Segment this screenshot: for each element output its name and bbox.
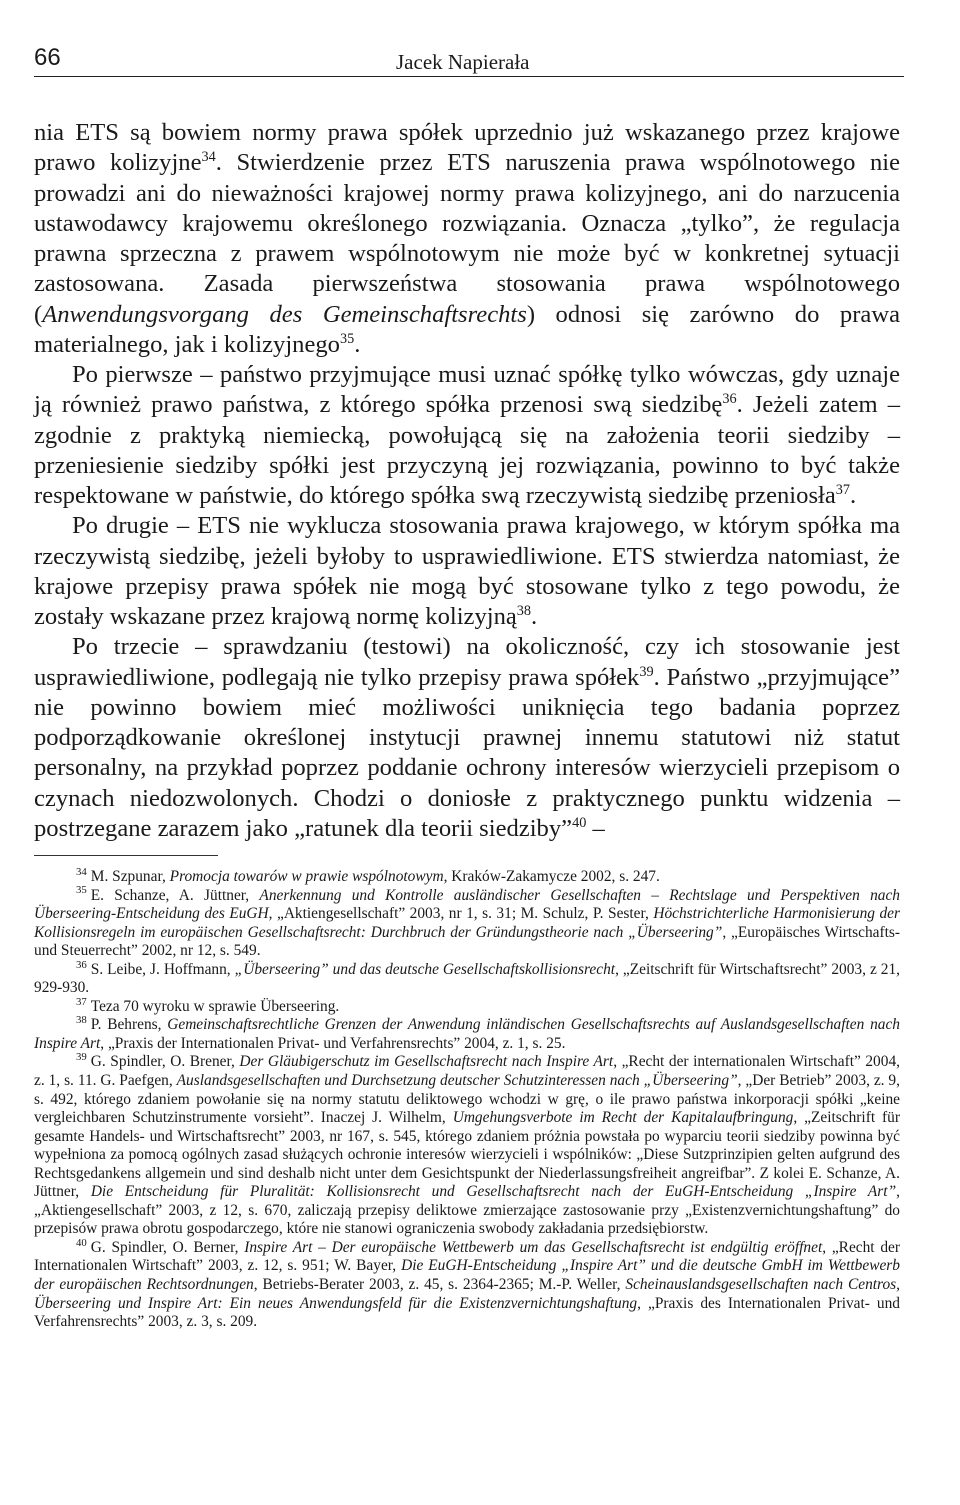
footnote-number: 39 xyxy=(76,1051,87,1064)
text: Po pierwsze – państwo przyjmujące musi uznać spółkę tylko wówczas, gdy uznaje ją również prawo państwa, z którego spółka przenosi swą siedzibę xyxy=(34,361,900,419)
text: , „Recht der Internationalen Wirtschaft” 2003, z. 12, s. 951; W. Bayer, xyxy=(34,1238,900,1275)
paragraph-2 xyxy=(34,360,900,511)
footnotes xyxy=(34,865,901,1332)
text: , „Aktiengesellschaft” 2003, z 12, s. 670, zaliczają przepisy deliktowe zmierzające zastosowanie przy „Existenzvernichtungshaftung” do przepisów prawa obrotu gospodarczego, które nie stanowi ograniczenia swobody zakładania przedsiębiorstw. xyxy=(34,1183,900,1238)
text: , „Praxis des Internationalen Privat- und Verfahrensrechts” 2003, z. 3, s. 209. xyxy=(34,1294,901,1331)
paragraph-1 xyxy=(34,118,900,360)
text: , „Aktiengesellschaft” 2003, nr 1, s. 31; M. Schulz, P. Sester, xyxy=(268,905,654,923)
text: . xyxy=(850,482,857,509)
footnote-number: 34 xyxy=(76,865,87,878)
text: M. Szpunar, xyxy=(90,868,170,885)
text: – xyxy=(586,814,605,842)
text: , Kraków-Zakamycze 2002, s. 247. xyxy=(443,868,660,885)
paragraph-4 xyxy=(34,632,900,844)
title-italic: Inspire Art – Der europäische Wettbewerb um das Gesellschaftsrecht ist endgültig eröffnet xyxy=(244,1238,823,1256)
footnote-number: 36 xyxy=(76,958,87,971)
title-italic: Promocja towarów w prawie wspólnotowym xyxy=(169,868,444,885)
footnote-40 xyxy=(34,1236,901,1332)
text: S. Leibe, J. Hoffmann, xyxy=(90,960,235,978)
text: . Stwierdzenie przez ETS naruszenia prawa wspólnotowego nie prowadzi ani do nieważności krajowej normy prawa kolizyjnego, ani do narzucenia ustawodawcy krajowemu określonego rozwiązania. Oznacza „tylko”, że regulacja prawna sprzeczna z prawem wspólnotowym nie może być w konkretnej sytuacji zastosowana. Zasada pierwszeństwa stosowania prawa wspólnotowego ( xyxy=(34,149,900,328)
footnote-34 xyxy=(34,865,900,887)
footnote-ref: 37 xyxy=(835,481,851,498)
text: P. Behrens, xyxy=(90,1016,168,1034)
text: G. Spindler, O. Brener, xyxy=(90,1053,240,1071)
footnote-number: 37 xyxy=(76,995,87,1008)
text: , „Recht der internationalen Wirtschaft” 2004, z. 1, s. 11. G. Paefgen, xyxy=(34,1053,900,1090)
page-header xyxy=(34,44,904,77)
running-head: Jacek Napierała xyxy=(396,50,530,74)
footnote-ref: 36 xyxy=(722,391,737,408)
footnote-ref: 38 xyxy=(516,602,532,619)
text: nia ETS są bowiem normy prawa spółek uprzednio już wskazanego przez krajowe prawo kolizyjne xyxy=(34,119,900,177)
text: Po trzecie – sprawdzaniu (testowi) na okoliczność, czy ich stosowanie jest usprawiedliwione, podlegają nie tylko przepisy prawa spółek xyxy=(34,633,900,691)
text: Teza 70 wyroku w sprawie Überseering. xyxy=(90,997,340,1015)
text: , „Zeitschrift für gesamte Handels- und Wirtschaftsrecht” 2003, nr 167, s. 545, którego zdaniem próżnia powstała po wyparciu teorii siedziby powinna być wypełniona za pomocą ogólnych zasad służących ochronie interesów wierzycieli i wspólników: „Diese Sutzprinzipien gelten aufgrund des Rechtsgedankens allgemein und sind deshalb nicht unter dem Gesichtspunkt der Niederlassungsfreiheit angreifbar”. Z kolei E. Schanze, A. Jüttner, xyxy=(34,1109,900,1201)
title-italic: Scheinauslandsgesellschaften nach Centros, Überseering und Inspire Art: Ein neues Anwendungsfeld für die Existenzvernichtungshaftung xyxy=(34,1276,901,1312)
footnote-36 xyxy=(34,958,901,998)
footnote-35 xyxy=(34,884,900,961)
footnote-number: 40 xyxy=(76,1236,87,1249)
title-italic: Die Entscheidung für Pluralität: Kollisionsrecht und Gesellschaftsrecht nach der EuGH-Entscheidung „Inspire Art” xyxy=(90,1183,897,1201)
text: . Jeżeli zatem – zgodnie z praktyką niemiecką, powołującą się na założenia teorii siedziby – przeniesienie siedziby spółki jest przyczyną jej rozwiązania, powinno to być także respektowane w państwie, do którego spółka swą rzeczywistą siedzibę przeniosła xyxy=(34,391,900,509)
footnote-ref: 40 xyxy=(572,814,587,831)
text: . xyxy=(531,603,538,630)
text: , „Praxis der Internationalen Privat- und Verfahrensrechts” 2004, z. 1, s. 25. xyxy=(100,1034,566,1052)
footnote-ref: 39 xyxy=(639,663,654,680)
text: , „Europäisches Wirtschafts- und Steuerrecht” 2002, nr 12, s. 549. xyxy=(34,923,900,960)
title-italic: Auslandsgesellschaften und Durchsetzung deutscher Schutzinteressen nach „Überseering” xyxy=(176,1072,738,1090)
title-italic: Höchstrichterliche Harmonisierung der Kollisionsregeln im europäischen Gesellschaftsrecht: Durchbruch der Gründungstheorie nach „Überseering” xyxy=(34,905,900,941)
text: , „Zeitschrift für Wirtschaftsrecht” 2003, z 21, 929-930. xyxy=(34,960,901,997)
footnote-38 xyxy=(34,1016,900,1053)
title-italic: „Überseering” und das deutsche Gesellschaftskollisionsrecht xyxy=(234,960,616,978)
italic-term: Anwendungsvorgang des Gemeinschaftsrechts xyxy=(42,300,527,328)
title-italic: Der Gläubigerschutz im Gesellschaftsrecht nach Inspire Art xyxy=(239,1053,614,1071)
footnote-separator xyxy=(34,855,218,856)
paragraph-3 xyxy=(34,511,900,632)
footnote-number: 35 xyxy=(76,884,87,897)
body-text xyxy=(34,118,900,844)
text: . Państwo „przyjmujące” nie powinno bowiem mieć możliwości uniknięcia tego badania poprzez podporządkowanie określonej instytucji prawnej innemu statutowi niż statut personalny, na przykład poprzez poddanie ochrony interesów wierzycieli przepisom o czynach niedozwolonych. Chodzi o doniosłe z praktycznego punktu widzenia – postrzegane zarazem jako „ratunek dla teorii siedziby” xyxy=(34,663,900,842)
text: E. Schanze, A. Jüttner, xyxy=(90,886,260,904)
page-number: 66 xyxy=(34,44,61,71)
footnote-number: 38 xyxy=(76,1014,87,1027)
footnote-39 xyxy=(34,1053,900,1238)
footnote-ref: 35 xyxy=(339,330,355,347)
footnote-ref: 34 xyxy=(201,149,216,166)
title-italic: Die EuGH-Entscheidung „Inspire Art” und die deutsche GmbH im Wettbewerb der europäischen Rechtsordnungen xyxy=(34,1257,900,1294)
title-italic: Umgehungsverbote im Recht der Kapitalaufbringung xyxy=(452,1109,794,1127)
text: , „Der Betrieb” 2003, z. 9, s. 492, którego zdaniem powołanie się na normy statutu deliktowego wchodzi w grę, o ile prawo państwa inkorporacji spółki „keine vergleichbaren Schutzinstrumente vorsieht”. Inaczej J. Wilhelm, xyxy=(34,1072,900,1127)
text: G. Spindler, O. Berner, xyxy=(90,1238,245,1256)
title-italic: Anerkennung und Kontrolle ausländischer Gesellschaften – Rechtslage und Perspektiven nach Überseering-Entscheidung des EuGH xyxy=(34,886,900,923)
footnote-37 xyxy=(34,995,900,1017)
title-italic: Gemeinschaftsrechtliche Grenzen der Anwendung inländischen Gesellschaftsrechts auf Auslandsgesellschaften nach Inspire Art xyxy=(34,1016,900,1052)
text: , Betriebs-Berater 2003, z. 45, s. 2364-2365; M.-P. Weller, xyxy=(253,1276,626,1294)
text: Po drugie – ETS nie wyklucza stosowania prawa krajowego, w którym spółka ma rzeczywistą siedzibę, jeżeli byłoby to usprawiedliwione. ETS stwierdza natomiast, że krajowe przepisy prawa spółek nie mogą być stosowane tylko z tego powodu, że zostały wskazane przez krajową normę kolizyjną xyxy=(34,512,900,630)
text: . xyxy=(354,330,361,358)
text: ) odnosi się zarówno do prawa materialnego, jak i kolizyjnego xyxy=(34,300,900,358)
